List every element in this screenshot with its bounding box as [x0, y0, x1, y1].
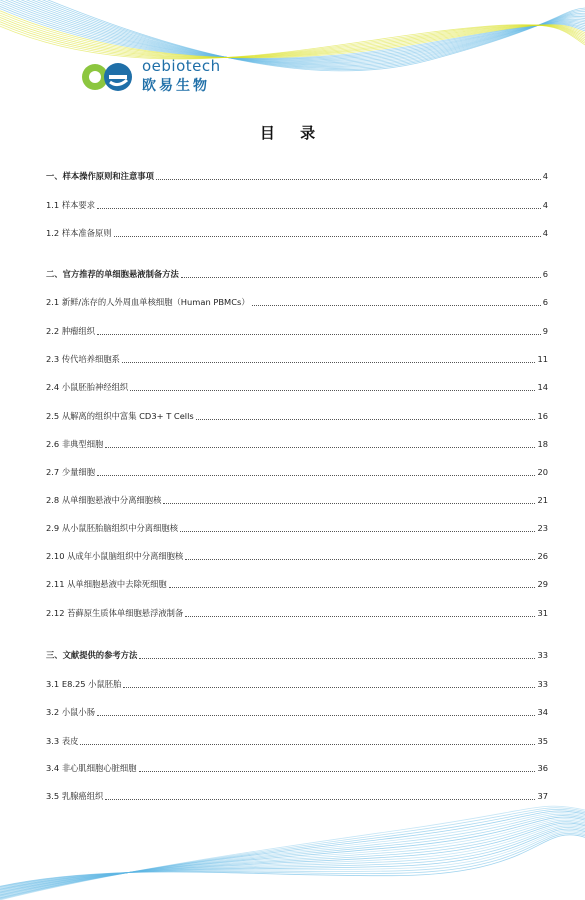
- toc-entry-page-number: 37: [537, 791, 548, 801]
- toc-entry-label: 1.1 样本要求: [46, 200, 96, 210]
- toc-entry-label: 2.5 从解离的组织中富集 CD3+ T Cells: [46, 411, 194, 421]
- toc-leader-dots: [180, 531, 535, 532]
- toc-entry-page-number: 20: [537, 467, 548, 477]
- toc-entry-label: 3.5 乳腺癌组织: [46, 791, 104, 801]
- toc-entry-page-number: 36: [537, 763, 548, 773]
- wave-line: [0, 816, 585, 896]
- toc-entry[interactable]: [46, 676, 548, 690]
- toc-entry-label: 2.4 小鼠胚胎神经组织: [46, 382, 129, 392]
- toc-entry-page-number: 9: [542, 326, 548, 336]
- toc-entry-page-number: 23: [537, 523, 548, 533]
- toc-leader-dots: [114, 236, 541, 237]
- toc-entry-label: 一、样本操作原则和注意事项: [46, 171, 154, 181]
- page-title: 目 录: [259, 124, 326, 142]
- toc-entry[interactable]: [46, 605, 548, 619]
- toc-entry-page-number: 4: [542, 200, 548, 210]
- toc-leader-dots: [196, 419, 536, 420]
- toc-leader-dots: [181, 277, 541, 278]
- toc-entry-page-number: 6: [542, 297, 548, 307]
- toc-entry[interactable]: [46, 492, 548, 506]
- toc-entry[interactable]: [46, 408, 548, 422]
- toc-entry-page-number: 11: [537, 354, 548, 364]
- toc-leader-dots: [139, 658, 535, 659]
- toc-leader-dots: [80, 744, 535, 745]
- toc-entry-page-number: 14: [537, 382, 548, 392]
- toc-entry-page-number: 4: [542, 171, 548, 181]
- toc-leader-dots: [156, 179, 541, 180]
- toc-leader-dots: [139, 771, 536, 772]
- toc-leader-dots: [169, 587, 536, 588]
- toc-entry[interactable]: [46, 168, 548, 182]
- toc-entry[interactable]: [46, 548, 548, 562]
- toc-leader-dots: [97, 334, 541, 335]
- toc-entry[interactable]: [46, 323, 548, 337]
- toc-entry[interactable]: [46, 647, 548, 661]
- footer-wave-decoration: [0, 790, 585, 900]
- toc-entry-page-number: 18: [537, 439, 548, 449]
- toc-entry-page-number: 21: [537, 495, 548, 505]
- toc-leader-dots: [185, 559, 535, 560]
- wave-line: [0, 826, 585, 891]
- toc-entry-page-number: 4: [542, 228, 548, 238]
- toc-leader-dots: [97, 715, 535, 716]
- toc-entry-label: 2.6 非典型细胞: [46, 439, 104, 449]
- toc-entry-label: 2.8 从单细胞悬液中分离细胞核: [46, 495, 162, 505]
- wave-line: [0, 817, 585, 895]
- toc-entry-label: 2.2 肿瘤组织: [46, 326, 96, 336]
- toc-entry[interactable]: [46, 520, 548, 534]
- toc-entry[interactable]: [46, 225, 548, 239]
- toc-entry[interactable]: [46, 197, 548, 211]
- wave-line: [0, 809, 585, 898]
- toc-entry-label: 3.1 E8.25 小鼠胚胎: [46, 679, 122, 689]
- toc-leader-dots: [122, 362, 536, 363]
- toc-leader-dots: [97, 475, 535, 476]
- toc-entry[interactable]: [46, 379, 548, 393]
- toc-entry[interactable]: [46, 266, 548, 280]
- toc-entry-page-number: 29: [537, 579, 548, 589]
- toc-entry-label: 2.12 苔藓原生质体单细胞悬浮液制备: [46, 608, 184, 618]
- toc-entry[interactable]: [46, 464, 548, 478]
- toc-entry-label: 2.1 新鲜/冻存的人外周血单核细胞（Human PBMCs）: [46, 297, 250, 307]
- toc-entry-label: 3.4 非心肌细胞心脏细胞: [46, 763, 137, 773]
- toc-entry[interactable]: [46, 733, 548, 747]
- toc-entry-page-number: 31: [537, 608, 548, 618]
- toc-leader-dots: [105, 447, 535, 448]
- toc-entry[interactable]: [46, 294, 548, 308]
- toc-entry-page-number: 6: [542, 269, 548, 279]
- toc-entry-label: 2.9 从小鼠胚胎脑组织中分离细胞核: [46, 523, 178, 533]
- logo-mark-icon: [80, 60, 136, 94]
- toc-entry-page-number: 33: [537, 679, 548, 689]
- toc-entry[interactable]: [46, 576, 548, 590]
- toc-entry-label: 2.7 少量细胞: [46, 467, 96, 477]
- logo-text-cn: 欧易生物: [142, 78, 210, 94]
- toc-leader-dots: [185, 616, 535, 617]
- toc-entry-label: 2.10 从成年小鼠脑组织中分离细胞核: [46, 551, 184, 561]
- toc-leader-dots: [163, 503, 535, 504]
- toc-entry-label: 二、官方推荐的单细胞悬液制备方法: [46, 269, 179, 279]
- toc-entry-page-number: 26: [537, 551, 548, 561]
- toc-entry-page-number: 33: [537, 650, 548, 660]
- wave-line: [0, 820, 585, 893]
- toc-entry[interactable]: [46, 704, 548, 718]
- toc-entry-label: 三、文献提供的参考方法: [46, 650, 138, 660]
- toc-leader-dots: [97, 208, 541, 209]
- toc-entry[interactable]: [46, 436, 548, 450]
- toc-entry-label: 1.2 样本准备原则: [46, 228, 112, 238]
- toc-entry[interactable]: [46, 760, 548, 774]
- toc-entry-page-number: 16: [537, 411, 548, 421]
- toc-entry-label: 3.2 小鼠小肠: [46, 707, 96, 717]
- oebiotech-logo: [80, 58, 240, 98]
- toc-entry-label: 3.3 表皮: [46, 736, 79, 746]
- toc-entry-page-number: 34: [537, 707, 548, 717]
- toc-entry-label: 2.11 从单细胞悬液中去除死细胞: [46, 579, 167, 589]
- toc-leader-dots: [130, 390, 535, 391]
- toc-entry-page-number: 35: [537, 736, 548, 746]
- toc-leader-dots: [252, 305, 541, 306]
- toc-entry-label: 2.3 传代培养细胞系: [46, 354, 120, 364]
- toc-leader-dots: [123, 687, 535, 688]
- logo-text-en: oebiotech: [142, 57, 221, 75]
- toc-entry[interactable]: [46, 351, 548, 365]
